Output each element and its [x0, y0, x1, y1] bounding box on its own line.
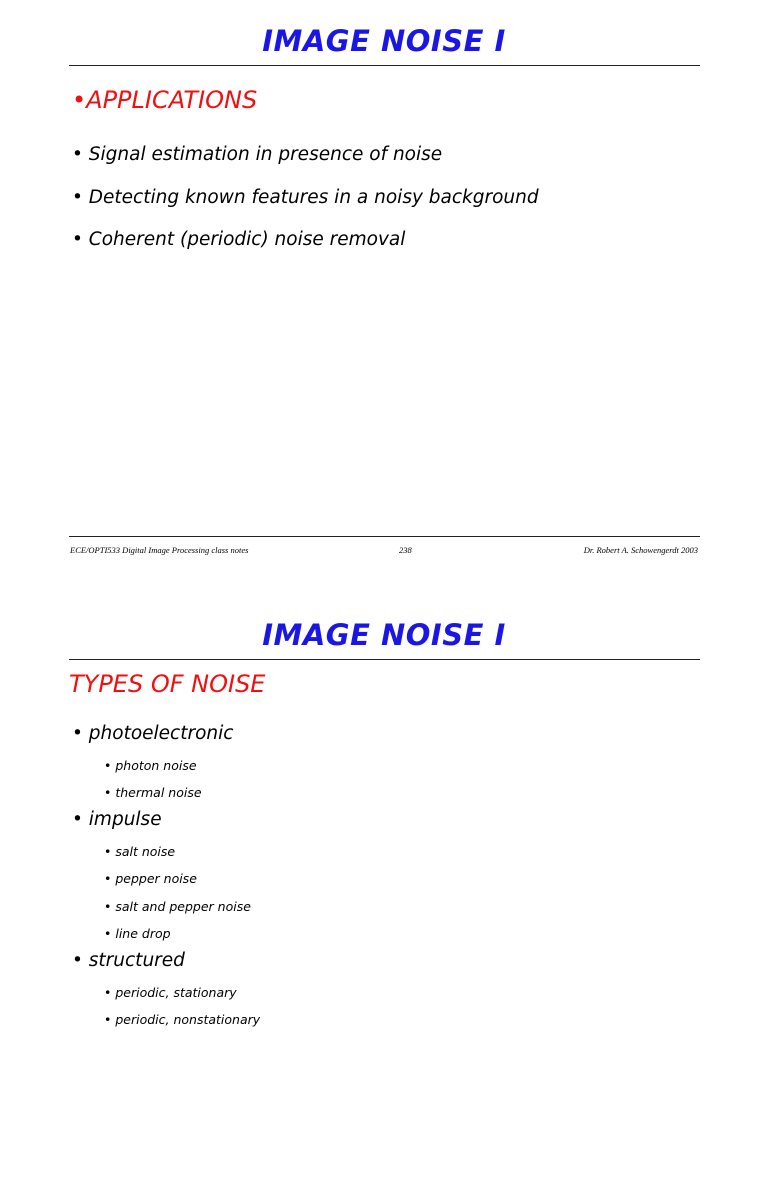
noise-subtype: • salt noise	[104, 844, 176, 859]
noise-subtype: • periodic, stationary	[104, 985, 237, 1000]
slide-238	[0, 0, 768, 588]
noise-subtype: • salt and pepper noise	[104, 899, 251, 914]
noise-category: • impulse	[72, 809, 162, 830]
section-heading-types: TYPES OF NOISE	[69, 670, 266, 698]
footer-course: ECE/OPTI533 Digital Image Processing class notes	[70, 545, 249, 555]
bullet-item: • Detecting known features in a noisy background	[72, 187, 539, 208]
footer-divider	[69, 536, 700, 537]
footer-page-number: 238	[399, 545, 412, 555]
bullet-item: • Signal estimation in presence of noise	[72, 144, 443, 165]
slide-title: IMAGE NOISE I	[262, 24, 506, 58]
footer-author: Dr. Robert A. Schowengerdt 2003	[583, 545, 698, 555]
bullet-item: • Coherent (periodic) noise removal	[72, 229, 406, 250]
title-divider	[69, 659, 700, 660]
noise-subtype: • periodic, nonstationary	[104, 1012, 261, 1027]
noise-subtype: • pepper noise	[104, 871, 197, 886]
section-heading-applications: •APPLICATIONS	[72, 86, 258, 114]
noise-category: • photoelectronic	[72, 723, 234, 744]
noise-subtype: • photon noise	[104, 758, 197, 773]
slide-types-of-noise	[0, 594, 768, 1182]
noise-category: • structured	[72, 950, 185, 971]
noise-subtype: • line drop	[104, 926, 171, 941]
slide-title: IMAGE NOISE I	[262, 618, 506, 652]
noise-subtype: • thermal noise	[104, 785, 202, 800]
title-divider	[69, 65, 700, 66]
